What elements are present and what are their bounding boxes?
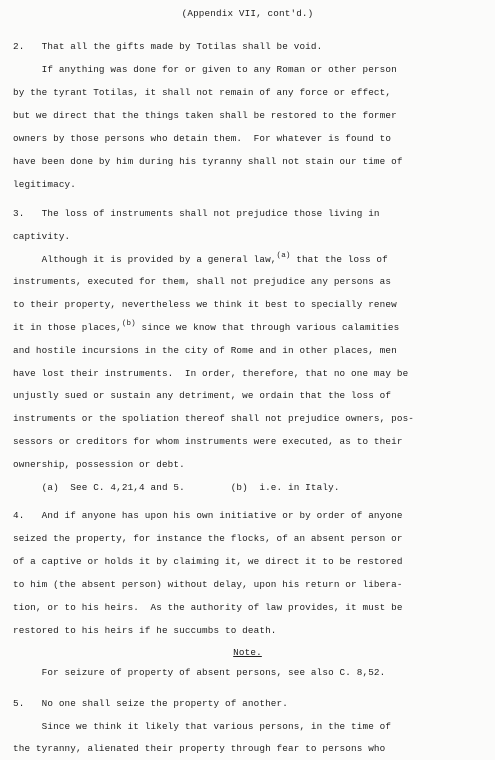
text-line: owners by those persons who detain them. For whatever is found to <box>13 133 392 144</box>
text-line: 5. No one shall seize the property of another. <box>13 698 288 709</box>
line-text: since we know that through various calamities <box>135 322 400 333</box>
text-line: ownership, possession or debt. <box>13 459 185 470</box>
line-text: it in those places, <box>13 322 122 333</box>
text-line: sessors or creditors for whom instruments were executed, as to their <box>13 436 403 447</box>
text-line: 3. The loss of instruments shall not prejudice those living in <box>13 208 380 219</box>
text-line: to their property, nevertheless we think it best to specially renew <box>13 299 397 310</box>
text-line: have been done by him during his tyranny shall not stain our time of <box>13 156 403 167</box>
text-line: tion, or to his heirs. As the authority of law provides, it must be <box>13 602 403 613</box>
text-line: and hostile incursions in the city of Rome and in other places, men <box>13 345 397 356</box>
note-heading: Note. <box>233 647 262 658</box>
text-line-with-footnote <box>13 254 388 267</box>
text-line: have lost their instruments. In order, therefore, that no one may be <box>13 368 409 379</box>
line-text: that the loss of <box>290 254 388 265</box>
text-line: unjustly sued or sustain any detriment, we ordain that the loss of <box>13 390 392 401</box>
text-line: seized the property, for instance the flocks, of an absent person or <box>13 533 403 544</box>
text-line: If anything was done for or given to any Roman or other person <box>13 64 397 75</box>
footnotes: (a) See C. 4,21,4 and 5. (b) i.e. in Italy. <box>13 482 340 493</box>
footnote-marker: (b) <box>121 320 136 328</box>
text-line: the tyranny, alienated their property through fear to persons who <box>13 743 386 754</box>
page-header: (Appendix VII, cont'd.) <box>181 8 314 19</box>
text-line: captivity. <box>13 231 71 242</box>
note-text: For seizure of property of absent persons, see also C. 8,52. <box>13 667 386 678</box>
text-line: to him (the absent person) without delay, upon his return or libera- <box>13 579 403 590</box>
text-line: Since we think it likely that various persons, in the time of <box>13 721 392 732</box>
text-line: restored to his heirs if he succumbs to death. <box>13 625 277 636</box>
text-line: instruments, executed for them, shall not prejudice any persons as <box>13 276 392 287</box>
text-line: instruments or the spoliation thereof shall not prejudice owners, pos- <box>13 413 415 424</box>
text-line: but we direct that the things taken shall be restored to the former <box>13 110 397 121</box>
text-line: 4. And if anyone has upon his own initiative or by order of anyone <box>13 510 403 521</box>
text-line: of a captive or holds it by claiming it, we direct it to be restored <box>13 556 403 567</box>
footnote-marker: (a) <box>276 252 291 260</box>
text-line: legitimacy. <box>13 179 77 190</box>
text-line: 2. That all the gifts made by Totilas shall be void. <box>13 41 323 52</box>
line-text: Although it is provided by a general law, <box>13 254 277 265</box>
text-line-with-footnote <box>13 322 399 335</box>
text-line: by the tyrant Totilas, it shall not remain of any force or effect, <box>13 87 392 98</box>
